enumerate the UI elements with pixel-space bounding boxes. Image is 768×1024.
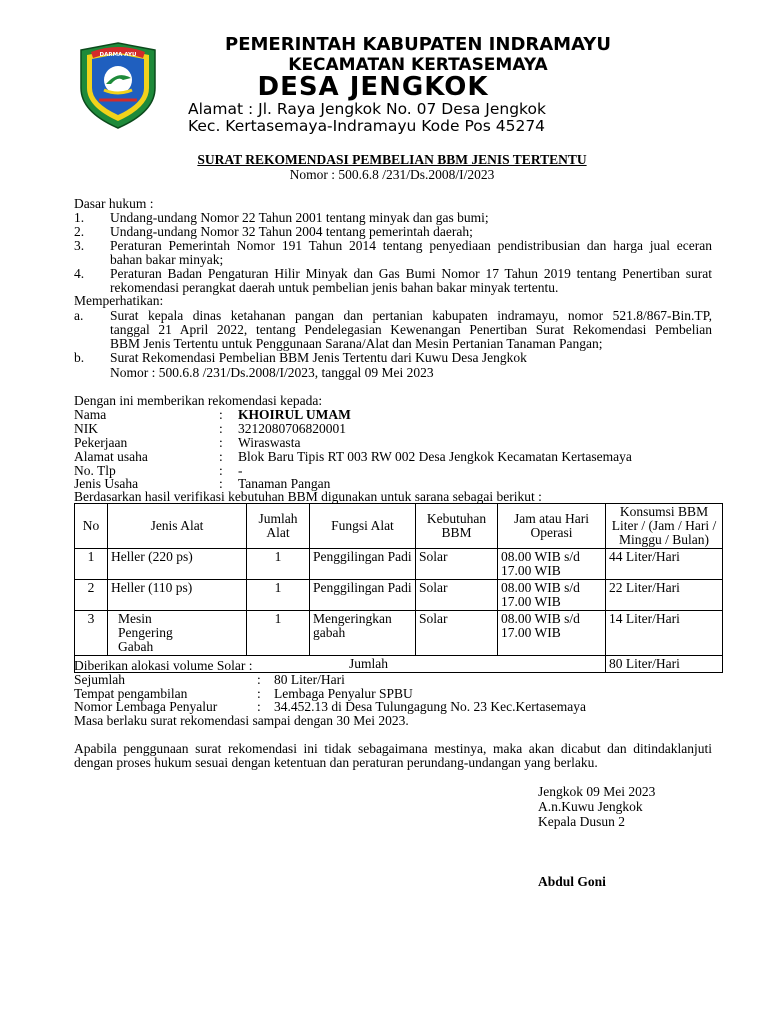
considering-item: Surat kepala dinas ketahanan pangan dan pertanian kabupaten indramayu, nomor 521.8/867-Bin.TP, <box>110 308 712 323</box>
total-label: Jumlah <box>75 656 606 673</box>
legal-basis-item: Peraturan Pemerintah Nomor 191 Tahun 2014 tentang penyediaan pendistribusian dan harga jual eceran <box>110 238 712 253</box>
legal-basis-item: Peraturan Badan Pengaturan Hilir Minyak dan Gas Bumi Nomor 17 Tahun 2019 tentang Penertiban surat <box>110 266 712 281</box>
field-colon: : <box>219 463 223 478</box>
column-header: Konsumsi BBM Liter / (Jam / Hari / Minggu / Bulan) <box>606 504 723 549</box>
field-label: Pekerjaan <box>74 435 128 450</box>
validity-text: Masa berlaku surat rekomendasi sampai dengan 30 Mei 2023. <box>74 713 409 728</box>
signature-position: Kepala Dusun 2 <box>538 814 625 829</box>
field-colon: : <box>219 407 223 422</box>
considering-item: Surat Rekomendasi Pembelian BBM Jenis Tertentu dari Kuwu Desa Jengkok <box>110 350 527 365</box>
field-colon: : <box>219 476 223 491</box>
legal-basis-item-continued: rekomendasi perangkat daerah untuk pembelian jenis bahan bakar minyak tertentu. <box>110 280 559 295</box>
considering-heading: Memperhatikan: <box>74 293 164 308</box>
cell-quantity: 1 <box>247 549 310 580</box>
recipient-occupation: Wiraswasta <box>238 435 301 450</box>
cell-equipment: Mesin Pengering Gabah <box>108 611 247 656</box>
cell-consumption: 44 Liter/Hari <box>606 549 723 580</box>
signature-place-date: Jengkok 09 Mei 2023 <box>538 784 656 799</box>
total-value: 80 Liter/Hari <box>606 656 723 673</box>
field-colon: : <box>219 435 223 450</box>
recipient-intro: Dengan ini memberikan rekomendasi kepada: <box>74 393 323 408</box>
field-label: Jenis Usaha <box>74 476 139 491</box>
cell-fuel: Solar <box>416 580 498 611</box>
cell-equipment: Heller (110 ps) <box>108 580 247 611</box>
field-colon: : <box>257 686 261 701</box>
column-header: Fungsi Alat <box>310 504 416 549</box>
legal-basis-heading: Dasar hukum : <box>74 196 154 211</box>
legal-basis-number: 3. <box>74 238 85 253</box>
field-colon: : <box>219 421 223 436</box>
field-colon: : <box>257 672 261 687</box>
table-row <box>75 549 723 580</box>
cell-consumption: 14 Liter/Hari <box>606 611 723 656</box>
table-header-row <box>75 504 723 549</box>
considering-item-continued: tanggal 21 April 2022, tentang Pendelegasian Kewenangan Penertiban Surat Rekomendasi Pembelian <box>110 322 712 337</box>
legal-basis-item: Undang-undang Nomor 22 Tahun 2001 tentang minyak dan gas bumi; <box>110 210 489 225</box>
letter-number: Nomor : 500.6.8 /231/Ds.2008/I/2023 <box>289 167 495 182</box>
cell-function: Mengeringkan gabah <box>310 611 416 656</box>
table-row <box>75 611 723 656</box>
regency-logo <box>75 40 161 130</box>
legal-basis-item-continued: bahan bakar minyak; <box>110 252 224 267</box>
field-colon: : <box>257 699 261 714</box>
cell-function: Penggilingan Padi <box>310 580 416 611</box>
letterhead-village: DESA JENGKOK <box>257 72 489 102</box>
field-colon: : <box>219 449 223 464</box>
cell-function: Penggilingan Padi <box>310 549 416 580</box>
field-label: No. Tlp <box>74 463 116 478</box>
verification-text: Berdasarkan hasil verifikasi kebutuhan BBM digunakan untuk sarana sebagai berikut : <box>74 489 542 504</box>
allocation-distributor-number: 34.452.13 di Desa Tulungagung No. 23 Kec.Kertasemaya <box>274 699 586 714</box>
equipment-table <box>74 503 723 673</box>
allocation-pickup-place: Lembaga Penyalur SPBU <box>274 686 413 701</box>
cell-fuel: Solar <box>416 549 498 580</box>
cell-quantity: 1 <box>247 611 310 656</box>
field-label: Sejumlah <box>74 672 125 687</box>
column-header: No <box>75 504 108 549</box>
letter-title: SURAT REKOMENDASI PEMBELIAN BBM JENIS TERTENTU <box>197 152 587 167</box>
column-header: Jenis Alat <box>108 504 247 549</box>
field-label: Nomor Lembaga Penyalur <box>74 699 218 714</box>
letterhead-address-line-2: Kec. Kertasemaya-Indramayu Kode Pos 45274 <box>188 117 546 135</box>
letterhead-district: KECAMATAN KERTASEMAYA <box>288 55 548 75</box>
recipient-business-type: Tanaman Pangan <box>238 476 331 491</box>
allocation-amount: 80 Liter/Hari <box>274 672 345 687</box>
cell-no: 1 <box>75 549 108 580</box>
cell-consumption: 22 Liter/Hari <box>606 580 723 611</box>
legal-basis-number: 4. <box>74 266 85 281</box>
considering-letter: b. <box>74 350 85 365</box>
table-row <box>75 580 723 611</box>
allocation-intro: Diberikan alokasi volume Solar : <box>74 658 253 673</box>
field-label: Nama <box>74 407 107 422</box>
recipient-phone: - <box>238 463 243 478</box>
field-label: NIK <box>74 421 98 436</box>
column-header: Jumlah Alat <box>247 504 310 549</box>
column-header: Jam atau Hari Operasi <box>498 504 606 549</box>
closing-paragraph-continued: dengan proses hukum sesuai dengan ketentuan dan peraturan perundang-undangan yang berlaku. <box>74 755 598 770</box>
cell-equipment: Heller (220 ps) <box>108 549 247 580</box>
legal-basis-item: Undang-undang Nomor 32 Tahun 2004 tentang pemerintah daerah; <box>110 224 473 239</box>
letterhead-address-line-1: Alamat : Jl. Raya Jengkok No. 07 Desa Jengkok <box>188 100 546 118</box>
considering-letter: a. <box>74 308 84 323</box>
column-header: Kebutuhan BBM <box>416 504 498 549</box>
recipient-business-address: Blok Baru Tipis RT 003 RW 002 Desa Jengkok Kecamatan Kertasemaya <box>238 449 632 464</box>
legal-basis-number: 2. <box>74 224 85 239</box>
closing-paragraph: Apabila penggunaan surat rekomendasi ini tidak sebagaimana mestinya, maka akan dicabut dan ditindaklanjuti <box>74 741 712 756</box>
cell-hours: 08.00 WIB s/d 17.00 WIB <box>498 580 606 611</box>
considering-item-continued: Nomor : 500.6.8 /231/Ds.2008/I/2023, tanggal 09 Mei 2023 <box>110 365 434 380</box>
recipient-name: KHOIRUL UMAM <box>238 407 351 422</box>
signature-on-behalf: A.n.Kuwu Jengkok <box>538 799 643 814</box>
cell-fuel: Solar <box>416 611 498 656</box>
recipient-nik: 3212080706820001 <box>238 421 346 436</box>
cell-hours: 08.00 WIB s/d 17.00 WIB <box>498 611 606 656</box>
field-label: Alamat usaha <box>74 449 148 464</box>
logo-text: DARMA AYU <box>99 52 137 58</box>
cell-no: 2 <box>75 580 108 611</box>
cell-quantity: 1 <box>247 580 310 611</box>
cell-no: 3 <box>75 611 108 656</box>
legal-basis-number: 1. <box>74 210 85 225</box>
cell-hours: 08.00 WIB s/d 17.00 WIB <box>498 549 606 580</box>
considering-item-continued: BBM Jenis Tertentu untuk Penggunaan Sarana/Alat dan Mesin Pertanian Tanaman Pangan; <box>110 336 603 351</box>
field-label: Tempat pengambilan <box>74 686 188 701</box>
letterhead-government: PEMERINTAH KABUPATEN INDRAMAYU <box>225 34 611 55</box>
signatory-name: Abdul Goni <box>538 874 606 889</box>
